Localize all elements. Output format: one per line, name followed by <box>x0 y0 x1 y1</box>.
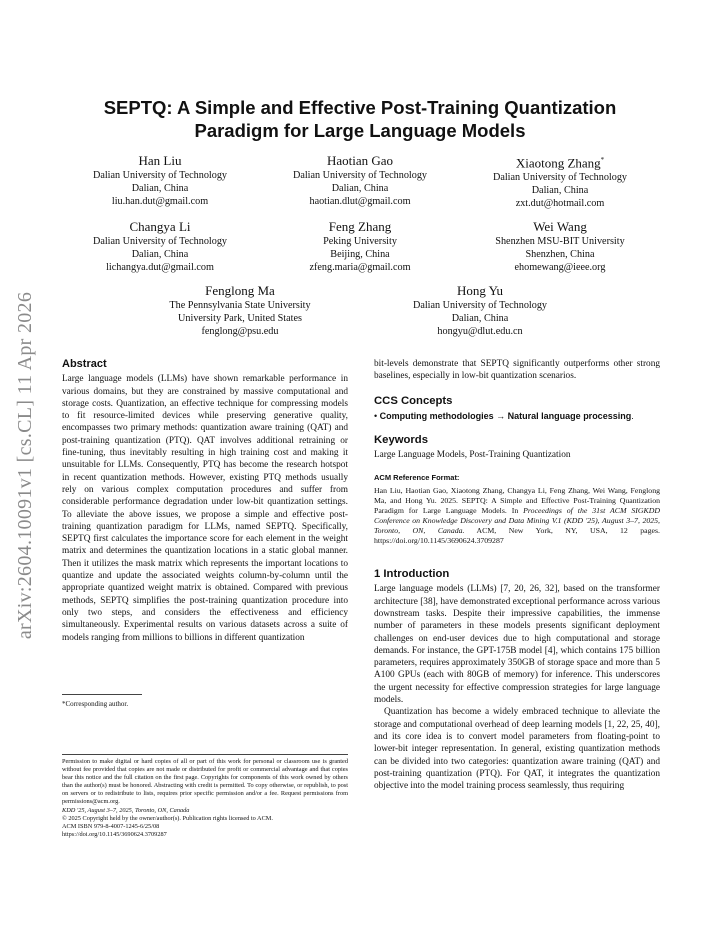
bullet: • <box>374 410 380 421</box>
abstract-continued: bit-levels demonstrate that SEPTQ significantly outperforms other strong baselines, especially in low-bit quantization scenarios. <box>374 359 660 382</box>
author-email: ehomewang@ieee.org <box>514 262 606 274</box>
copyright-line: © 2025 Copyright held by the owner/author(s). Publication rights licensed to ACM. <box>62 814 273 822</box>
acm-reference <box>374 486 660 546</box>
author-location: Dalian, China <box>531 185 589 197</box>
author-email: zfeng.maria@gmail.com <box>309 262 411 274</box>
author-affiliation: Dalian University of Technology <box>492 172 628 184</box>
ref-authors-title: Han Liu, Haotian Gao, Xiaotong Zhang, Changya Li, Feng Zhang, Wei Wang, Fenglong Ma, and Hong Yu. 2025. SEPTQ: A Simple and Effective Post-Training Quantization Paradigm for Large Language Models. In <box>374 486 660 516</box>
author-location: Dalian, China <box>451 313 509 325</box>
author-name: Haotian Gao <box>326 153 394 168</box>
author-location: Shenzhen, China <box>525 249 595 261</box>
author-name: Xiaotong Zhang <box>515 155 601 171</box>
corresponding-author-footnote: *Corresponding author. <box>62 700 129 708</box>
doi-line: https://doi.org/10.1145/3690624.3709287 <box>62 830 167 838</box>
author-email: zxt.dut@hotmail.com <box>515 198 605 210</box>
abstract-heading: Abstract <box>62 358 107 370</box>
abstract-text: Large language models (LLMs) have shown remarkable performance in various domains, but they are constrained by massive computational and storage costs. Quantization, an effective technique for compressing models to fit resource-limited devices while preserving generative quality, encompasses two primary methods: quantization aware training (QAT) and post-training quantization (PTQ). QAT involves additional retraining or fine-tuning, thus inevitably resulting in high training cost and making it unsuitable for LLMs. Consequently, PTQ has become the research hotspot in recent quantization methods. However, existing PTQ methods usually rely on various complex computation procedures and suffer from considerable performance degradation under low-bit quantization settings. To alleviate the above issues, we propose a simple and effective post-training quantization paradigm for LLMs, named SEPTQ. Specifically, SEPTQ first calculates the importance score for each element in the weight matrix and determines the quantization locations in a static global manner. Then it utilizes the mask matrix which represents the important locations to quantize and update the associated weights column-by-column until the appropriate quantized weight matrix is obtained. Compared with previous methods, SEPTQ simplifies the post-training quantization procedure into only two steps, and considers the effectiveness and efficiency simultaneously. Experimental results on various datasets across a suite of models ranging from millions to billions in different quantization <box>62 374 348 643</box>
corresponding-mark: * <box>600 156 605 164</box>
author-location: University Park, United States <box>178 313 302 325</box>
author-location: Dalian, China <box>131 183 189 194</box>
author <box>380 282 580 338</box>
author-name: Hong Yu <box>456 283 504 299</box>
author-email: haotian.dlut@gmail.com <box>309 196 411 207</box>
author-location: Dalian, China <box>331 183 389 194</box>
author <box>460 218 660 274</box>
intro-paragraph-1: Large language models (LLMs) [7, 20, 26, 32], based on the transformer architecture [38], have demonstrated exceptional performance across various downstream tasks. Despite their impressive capabilities, the immense number of parameters in these models presents significant deployment challenges on end-user devices due to high computational and storage demands. For instance, the GPT-175B model [4], which contains 175 billion parameters, requires approximately 350GB of storage space and more than 5 A100 GPUs (each with 80GB of memory) for inference. This underscores the urgent necessity for effective compression strategies for large language models. <box>374 584 661 706</box>
ccs-arrow: → <box>493 410 508 421</box>
footnote-rule <box>62 694 142 695</box>
author-affiliation: The Pennsylvania State University <box>169 300 311 312</box>
author <box>60 152 260 210</box>
left-column <box>62 358 348 644</box>
arxiv-stamp <box>6 255 46 675</box>
keywords-text: Large Language Models, Post-Training Quantization <box>374 450 571 461</box>
permission-block <box>62 758 348 839</box>
author-affiliation: Dalian University of Technology <box>292 170 428 181</box>
author-location: Dalian, China <box>131 249 189 261</box>
author-email: fenglong@psu.edu <box>201 326 279 338</box>
ccs-term: Natural language processing <box>507 410 632 421</box>
author-row-1 <box>60 152 660 210</box>
author-affiliation: Shenzhen MSU-BIT University <box>495 236 625 248</box>
conference-line: KDD '25, August 3–7, 2025, Toronto, ON, Canada <box>62 806 190 814</box>
author-name: Wei Wang <box>533 219 587 235</box>
author <box>460 152 660 210</box>
author <box>260 218 460 274</box>
author-block <box>60 152 660 346</box>
intro-paragraph-2: Quantization has become a widely embraced technique to alleviate the storage and computational overhead of deep learning models [1, 22, 25, 40], and its core idea is to convert model parameters from floating-point to lower-bit integer representation. In general, existing quantization methods can be divided into two categories: quantization aware training (QAT) and post-training quantization (PTQ). For QAT, it integrates the quantization objective into the model training process seamlessly, thus requiring <box>374 707 660 792</box>
author-row-3 <box>60 282 660 338</box>
author-affiliation: Dalian University of Technology <box>92 236 228 248</box>
acm-ref-heading: ACM Reference Format: <box>374 472 460 482</box>
permission-text: Permission to make digital or hard copies of all or part of this work for personal or classroom use is granted without fee provided that copies are not made or distributed for profit or commercial advantage and that copies bear this notice and the full citation on the first page. Copyrights for components of this work owned by others than the author(s) must be honored. Abstracting with credit is permitted. To copy otherwise, or republish, to post on servers or to redistribute to lists, requires prior specific permission and/or a fee. Request permissions from permissions@acm.org. <box>62 758 348 806</box>
author-email: liu.han.dut@gmail.com <box>111 196 209 207</box>
isbn-line: ACM ISBN 979-8-4007-1245-6/25/08 <box>62 822 160 830</box>
ccs-concept <box>374 410 660 422</box>
ccs-term: Computing methodologies <box>379 410 494 421</box>
ccs-end: . <box>631 410 634 421</box>
author-name: Changya Li <box>129 219 191 235</box>
author-name: Feng Zhang <box>328 219 392 235</box>
arxiv-id: arXiv:2604.10091v1 [cs.CL] 11 Apr 2026 <box>14 291 37 639</box>
author-name: Han Liu <box>138 153 182 168</box>
ref-tail: ACM, New York, NY, USA, 12 pages. https://doi.org/10.1145/3690624.3709287 <box>374 526 660 546</box>
author-email: lichangya.dut@gmail.com <box>106 262 214 274</box>
author-affiliation: Dalian University of Technology <box>92 170 228 181</box>
ccs-heading: CCS Concepts <box>374 394 453 407</box>
author <box>140 282 340 338</box>
ref-venue: Proceedings of the 31st ACM SIGKDD Conference on Knowledge Discovery and Data Mining V.1 (KDD '25), August 3–7, 2025, Toronto, ON, Canada. <box>374 506 661 536</box>
author <box>60 218 260 274</box>
author-row-2 <box>60 218 660 274</box>
author-email: hongyu@dlut.edu.cn <box>437 326 523 338</box>
permission-rule <box>62 754 348 755</box>
author-location: Beijing, China <box>330 249 390 261</box>
author-affiliation: Peking University <box>323 236 397 248</box>
keywords-heading: Keywords <box>374 434 428 447</box>
right-column <box>374 358 660 792</box>
author-name: Fenglong Ma <box>205 283 275 299</box>
author <box>260 152 460 210</box>
intro-heading: 1 Introduction <box>374 568 450 581</box>
author-affiliation: Dalian University of Technology <box>412 300 548 312</box>
paper-title: SEPTQ: A Simple and Effective Post-Training Quantization Paradigm for Large Language Models <box>103 97 617 141</box>
